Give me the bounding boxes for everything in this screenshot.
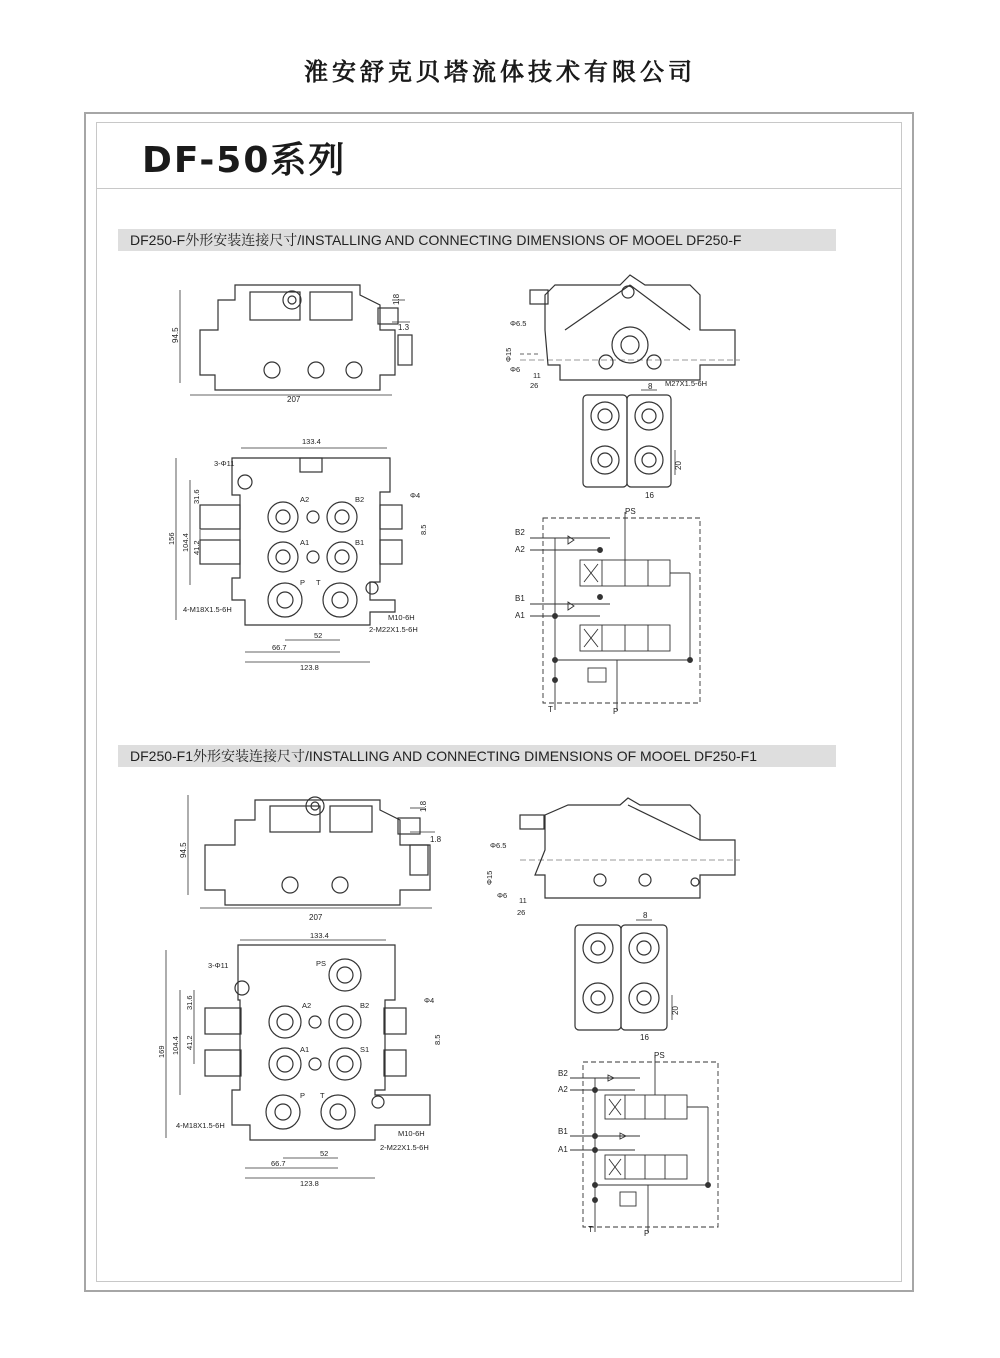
dim-123-8: 123.8	[300, 1179, 319, 1188]
port-ps: PS	[316, 959, 327, 968]
schematic-b2: B2	[558, 1069, 568, 1078]
dim-66-7: 66.7	[272, 643, 287, 652]
section-caption-df250-f1: DF250-F1外形安装连接尺寸/INSTALLING AND CONNECTING DIMENSIONS OF MOOEL DF250-F1	[118, 745, 836, 767]
dim-8-5: 8.5	[433, 1034, 442, 1045]
dim-20: 20	[674, 461, 683, 470]
schematic-t: T	[548, 705, 553, 714]
port-t: T	[320, 1091, 325, 1100]
dim-width: 207	[309, 913, 323, 922]
front-view-df250-f1	[188, 795, 435, 908]
schematic-p: P	[613, 707, 619, 716]
dim-holes: 3-Φ11	[208, 961, 229, 970]
port-b1: B1	[355, 538, 365, 547]
dim-41-2: 41.2	[192, 540, 201, 555]
dim-8-5: 8.5	[419, 524, 428, 535]
dim-8: 8	[643, 911, 648, 920]
dim-123-8: 123.8	[300, 663, 319, 672]
dim-133-4: 133.4	[310, 931, 329, 940]
dim-1-8: 1.8	[392, 293, 401, 305]
port-a2: A2	[302, 1001, 312, 1010]
schematic-a1: A1	[558, 1145, 568, 1154]
dim-width: 207	[287, 395, 301, 404]
dim-phi-4: Φ4	[410, 491, 421, 500]
schematic-a2: A2	[558, 1085, 568, 1094]
dim-26: 26	[517, 908, 526, 917]
dim-104-4: 104.4	[171, 1036, 180, 1055]
dim-41-2: 41.2	[185, 1035, 194, 1050]
dim-16: 16	[645, 491, 654, 500]
port-a2: A2	[300, 495, 310, 504]
schematic-ps: PS	[654, 1051, 665, 1060]
dim-thread-m18: 4-M18X1.5-6H	[183, 605, 232, 614]
dim-31-6: 31.6	[192, 489, 201, 504]
dim-thread-m18: 4-M18X1.5-6H	[176, 1121, 225, 1130]
dim-phi-6-5: Φ6.5	[490, 841, 507, 850]
schematic-a1: A1	[515, 611, 525, 620]
dim-1-8: 1.8	[419, 800, 428, 812]
dim-31-6: 31.6	[185, 995, 194, 1010]
dim-thread-m22: 2-M22X1.5-6H	[369, 625, 418, 634]
dim-phi-6: Φ6	[510, 365, 521, 374]
series-title: DF-50系列	[142, 140, 347, 181]
dim-phi-6: Φ6	[497, 891, 508, 900]
dim-phi-15: Φ15	[504, 347, 513, 362]
dim-phi-4: Φ4	[424, 996, 435, 1005]
schematic-b1: B1	[515, 594, 525, 603]
hydraulic-schematic-df250-f1	[570, 1055, 718, 1232]
port-a1: A1	[300, 538, 310, 547]
schematic-p: P	[644, 1229, 650, 1238]
dim-11: 11	[533, 371, 541, 380]
schematic-a2: A2	[515, 545, 525, 554]
dim-8: 8	[648, 382, 653, 391]
dim-133-4: 133.4	[302, 437, 321, 446]
port-b2: B2	[360, 1001, 370, 1010]
dim-104-4: 104.4	[181, 533, 190, 552]
dim-phi-6-5: Φ6.5	[510, 319, 527, 328]
dim-thread-m10: M10-6H	[398, 1129, 425, 1138]
dim-52: 52	[314, 631, 323, 640]
hydraulic-schematic-df250-f	[530, 512, 700, 710]
port-a1: A1	[300, 1045, 310, 1054]
dim-phi-15: Φ15	[485, 870, 494, 885]
dim-52: 52	[320, 1149, 329, 1158]
dim-156: 156	[167, 532, 176, 545]
dim-height: 94.5	[179, 842, 188, 858]
schematic-t: T	[588, 1225, 593, 1234]
dim-1-3: 1.3	[398, 323, 410, 332]
schematic-ps: PS	[625, 507, 636, 516]
dim-20: 20	[671, 1006, 680, 1015]
company-name: 淮安舒克贝塔流体技术有限公司	[304, 58, 696, 86]
dim-1-8b: 1.8	[430, 835, 442, 844]
dim-thread-m10: M10-6H	[388, 613, 415, 622]
port-s1: S1	[360, 1045, 370, 1054]
section-detail-df250-f	[583, 390, 675, 487]
dim-thread-m22: 2-M22X1.5-6H	[380, 1143, 429, 1152]
dim-thread-m27: M27X1.5-6H	[665, 379, 708, 388]
dim-11: 11	[519, 896, 527, 905]
side-view-df250-f1	[520, 798, 740, 898]
port-t: T	[316, 578, 321, 587]
port-p: P	[300, 578, 306, 587]
dim-169: 169	[157, 1045, 166, 1058]
dim-holes: 3-Φ11	[214, 459, 235, 468]
port-p: P	[300, 1091, 306, 1100]
schematic-b2: B2	[515, 528, 525, 537]
dim-26: 26	[530, 381, 539, 390]
front-view-df250-f	[180, 285, 412, 395]
schematic-b1: B1	[558, 1127, 568, 1136]
side-view-df250-f	[520, 275, 740, 380]
dim-66-7: 66.7	[271, 1159, 286, 1168]
section-caption-df250-f: DF250-F外形安装连接尺寸/INSTALLING AND CONNECTING DIMENSIONS OF MOOEL DF250-F	[118, 229, 836, 251]
section-detail-df250-f1	[575, 920, 672, 1030]
dim-16: 16	[640, 1033, 649, 1042]
port-b2: B2	[355, 495, 365, 504]
dim-height: 94.5	[171, 327, 180, 343]
